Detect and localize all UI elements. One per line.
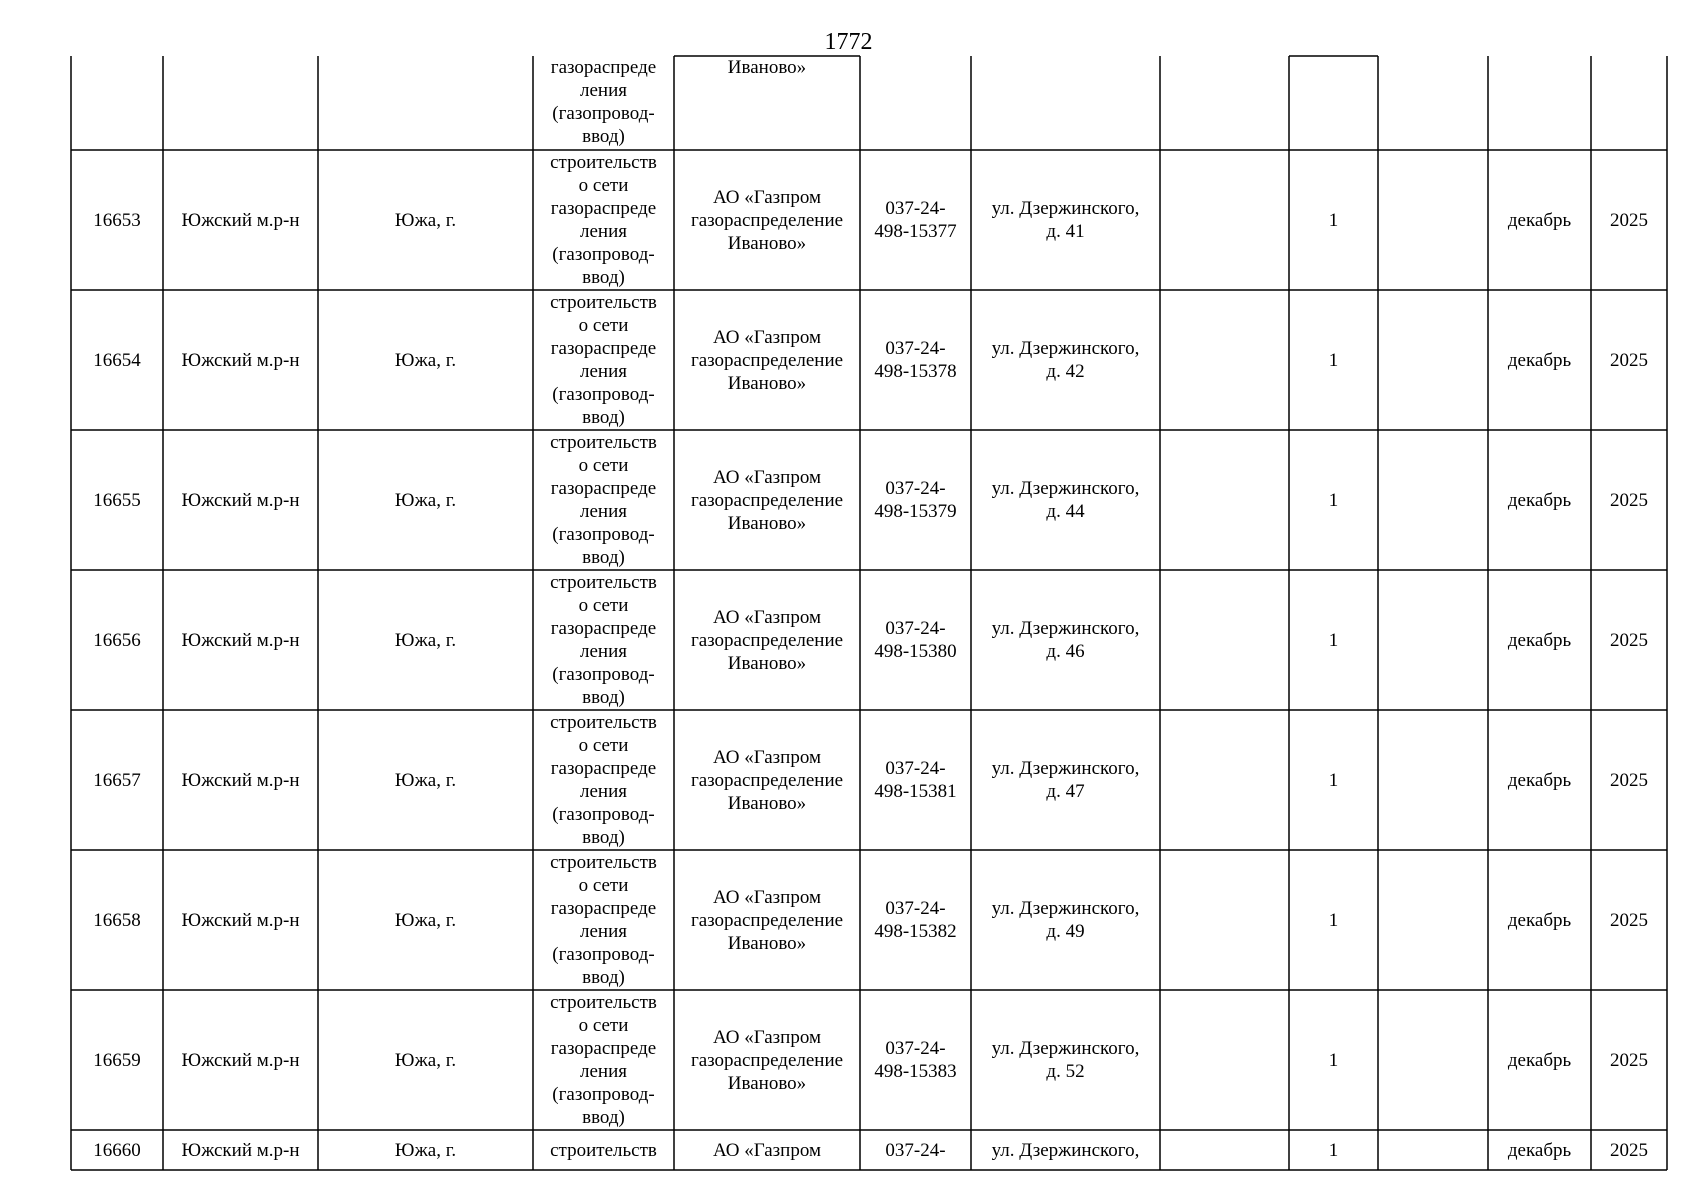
table-row-16655-locality: Южа, г. <box>394 489 457 511</box>
table-row-16653-year: 2025 <box>1610 209 1648 231</box>
table-row-16653-work-type: строительств о сети газораспреде ления (газопровод- ввод) <box>550 152 657 288</box>
table-row-16656-district: Южский м.р-н <box>181 629 300 651</box>
table-row-16653-month: декабрь <box>1507 209 1572 231</box>
table-row-last-code: 037-24- <box>885 1139 946 1161</box>
table-row-16653-address: ул. Дзержинского, д. 41 <box>991 198 1140 242</box>
table-row-last-month: декабрь <box>1507 1139 1572 1161</box>
table-row-16655-year: 2025 <box>1610 489 1648 511</box>
table-row-16653-num: 16653 <box>93 209 141 231</box>
table-row-16656-work-type: строительств о сети газораспреде ления (газопровод- ввод) <box>550 572 657 708</box>
table-row-16657-qty: 1 <box>1328 769 1339 791</box>
table-row-16654-code: 037-24- 498-15378 <box>874 338 957 382</box>
table-row-16659-num: 16659 <box>93 1049 141 1071</box>
table-row-16659-work-type: строительств о сети газораспреде ления (газопровод- ввод) <box>550 992 657 1128</box>
table-row-16654-month: декабрь <box>1507 349 1572 371</box>
table-row-16658-address: ул. Дзержинского, д. 49 <box>991 898 1140 942</box>
table-row-16658-year: 2025 <box>1610 909 1648 931</box>
table-row-16658-code: 037-24- 498-15382 <box>874 898 957 942</box>
table-row-16659-year: 2025 <box>1610 1049 1648 1071</box>
table-row-16657-code: 037-24- 498-15381 <box>874 758 957 802</box>
table-row-16655-district: Южский м.р-н <box>181 489 300 511</box>
page-number: 1772 <box>824 29 873 55</box>
table-row-16654-work-type: строительств о сети газораспреде ления (газопровод- ввод) <box>550 292 657 428</box>
table-row-last-year: 2025 <box>1610 1139 1648 1161</box>
table-row-16656-locality: Южа, г. <box>394 629 457 651</box>
table-row-last-work-type: строительств <box>550 1139 657 1161</box>
table-row-last-organization: АО «Газпром <box>712 1139 822 1161</box>
table-row-16657-organization: АО «Газпром газораспределение Иваново» <box>690 746 844 814</box>
continued-organization: Иваново» <box>727 57 807 78</box>
table-row-16654-address: ул. Дзержинского, д. 42 <box>991 338 1140 382</box>
table-row-last-district: Южский м.р-н <box>181 1139 300 1161</box>
table-row-16659-address: ул. Дзержинского, д. 52 <box>991 1038 1140 1082</box>
table-row-16659-locality: Южа, г. <box>394 1049 457 1071</box>
table-row-16654-num: 16654 <box>93 349 141 371</box>
table-row-16658-month: декабрь <box>1507 909 1572 931</box>
table-row-16656-year: 2025 <box>1610 629 1648 651</box>
table-row-16653-organization: АО «Газпром газораспределение Иваново» <box>690 186 844 254</box>
table-row-16654-organization: АО «Газпром газораспределение Иваново» <box>690 326 844 394</box>
table-row-16658-num: 16658 <box>93 909 141 931</box>
table-row-16655-month: декабрь <box>1507 489 1572 511</box>
table-row-16655-address: ул. Дзержинского, д. 44 <box>991 478 1140 522</box>
table-row-16655-organization: АО «Газпром газораспределение Иваново» <box>690 466 844 534</box>
table-row-16657-year: 2025 <box>1610 769 1648 791</box>
table-row-16659-organization: АО «Газпром газораспределение Иваново» <box>690 1026 844 1094</box>
table-row-16657-address: ул. Дзержинского, д. 47 <box>991 758 1140 802</box>
table-row-16658-organization: АО «Газпром газораспределение Иваново» <box>690 886 844 954</box>
table-row-16657-locality: Южа, г. <box>394 769 457 791</box>
table-row-16654-locality: Южа, г. <box>394 349 457 371</box>
table-row-16654-year: 2025 <box>1610 349 1648 371</box>
table-row-16655-num: 16655 <box>93 489 141 511</box>
table-row-16656-code: 037-24- 498-15380 <box>874 618 957 662</box>
table-row-16653-district: Южский м.р-н <box>181 209 300 231</box>
continued-work-type: газораспреде ления (газопровод- ввод) <box>550 57 657 147</box>
table-row-16657-num: 16657 <box>93 769 141 791</box>
table-row-last-locality: Южа, г. <box>394 1139 457 1161</box>
table-row-16659-district: Южский м.р-н <box>181 1049 300 1071</box>
table-row-16656-month: декабрь <box>1507 629 1572 651</box>
table-row-16656-organization: АО «Газпром газораспределение Иваново» <box>690 606 844 674</box>
table-row-last-qty: 1 <box>1328 1139 1339 1161</box>
table-row-16656-address: ул. Дзержинского, д. 46 <box>991 618 1140 662</box>
table-row-last-address: ул. Дзержинского, <box>991 1139 1140 1161</box>
table-row-16657-district: Южский м.р-н <box>181 769 300 791</box>
table-row-16657-work-type: строительств о сети газораспреде ления (газопровод- ввод) <box>550 712 657 848</box>
table-row-16657-month: декабрь <box>1507 769 1572 791</box>
table-row-16654-district: Южский м.р-н <box>181 349 300 371</box>
table-row-16659-month: декабрь <box>1507 1049 1572 1071</box>
table-row-16655-qty: 1 <box>1328 489 1339 511</box>
table-row-16654-qty: 1 <box>1328 349 1339 371</box>
table-row-16658-work-type: строительств о сети газораспреде ления (газопровод- ввод) <box>550 852 657 988</box>
table-row-16656-qty: 1 <box>1328 629 1339 651</box>
table-row-16653-code: 037-24- 498-15377 <box>874 198 957 242</box>
table-row-16659-code: 037-24- 498-15383 <box>874 1038 957 1082</box>
table-row-16658-locality: Южа, г. <box>394 909 457 931</box>
table-row-16655-code: 037-24- 498-15379 <box>874 478 957 522</box>
table-row-16658-qty: 1 <box>1328 909 1339 931</box>
table-row-16655-work-type: строительств о сети газораспреде ления (газопровод- ввод) <box>550 432 657 568</box>
table-row-16653-locality: Южа, г. <box>394 209 457 231</box>
table-row-16653-qty: 1 <box>1328 209 1339 231</box>
table-row-16658-district: Южский м.р-н <box>181 909 300 931</box>
table-row-16656-num: 16656 <box>93 629 141 651</box>
table-row-last-num: 16660 <box>93 1139 141 1161</box>
table-row-16659-qty: 1 <box>1328 1049 1339 1071</box>
